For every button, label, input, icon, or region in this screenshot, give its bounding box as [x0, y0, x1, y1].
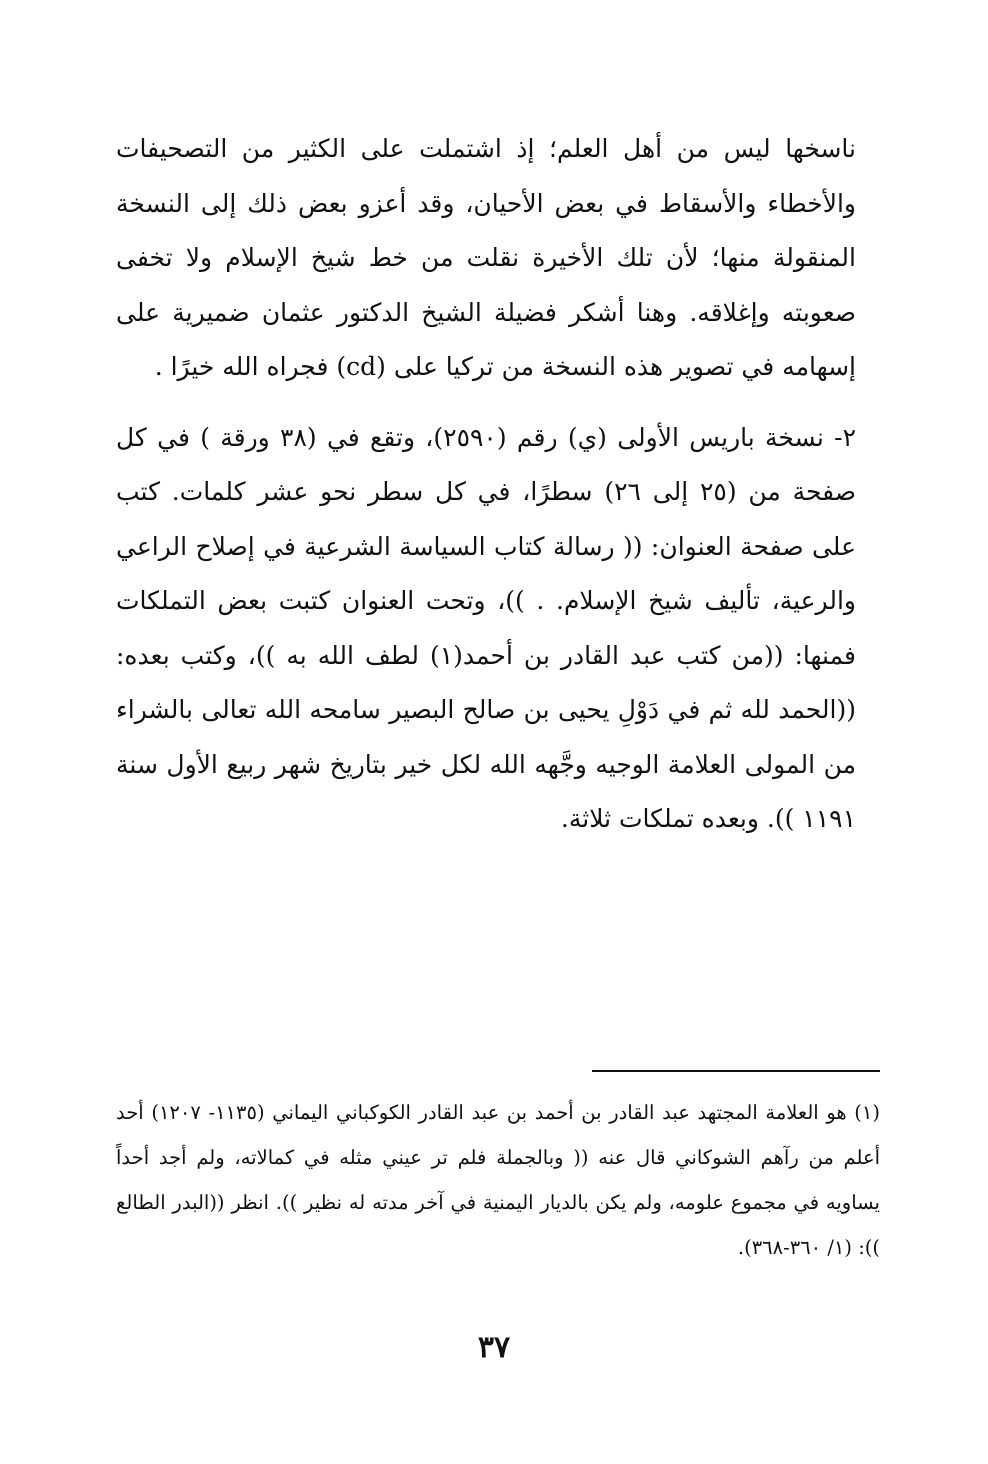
footnote-1: (١) هو العلامة المجتهد عبد القادر بن أحمد بن عبد القادر الكوكباني اليماني (١١٣٥- ١٢٠٧) أحد أعلم من رآهم الشوكاني قال عنه (( وبالجملة فلم تر عيني مثله في كمالاته، ولم أجد أحداً يساويه في مجموع علومه، ولم يكن بالديار اليمنية في آخر مدته له نظير )). انظر ((البدر الطالع )): (١/ ٣٦٠-٣٦٨). [116, 1101, 880, 1259]
main-text [116, 122, 856, 847]
paragraph-2: ٢- نسخة باريس الأولى (ي) رقم (٢٥٩٠)، وتقع في (٣٨ ورقة ) في كل صفحة من (٢٥ إلى ٢٦) سطرًا، في كل سطر نحو عشر كلمات. كتب على صفحة العنوان: (( رسالة كتاب السياسة الشرعية في إصلاح الراعي والرعية، تأليف شيخ الإسلام. . ))، وتحت العنوان كتبت بعض التملكات فمنها: ((من كتب عبد القادر بن أحمد(١) لطف الله به ))، وكتب بعده: ((الحمد لله ثم في دَوْلِ يحيى بن صالح البصير سامحه الله تعالى بالشراء من المولى العلامة الوجيه وجَّهه الله لكل خير بتاريخ شهر ربيع الأول سنة ١١٩١ )). وبعده تملكات ثلاثة. [116, 422, 857, 833]
page-number: ٣٧ [477, 1330, 511, 1365]
paragraph-1: ناسخها ليس من أهل العلم؛ إذ اشتملت على الكثير من التصحيفات والأخطاء والأسقاط في بعض الأحيان، وقد أعزو بعض ذلك إلى النسخة المنقولة منها؛ لأن تلك الأخيرة نقلت من خط شيخ الإسلام ولا تخفى صعوبته وإغلاقه. وهنا أشكر فضيلة الشيخ الدكتور عثمان ضميرية على إسهامه في تصوير هذه النسخة من تركيا على (cd) فجراه الله خيرًا . [116, 134, 856, 381]
footnote [116, 1090, 880, 1270]
footnote-divider [592, 1070, 880, 1072]
